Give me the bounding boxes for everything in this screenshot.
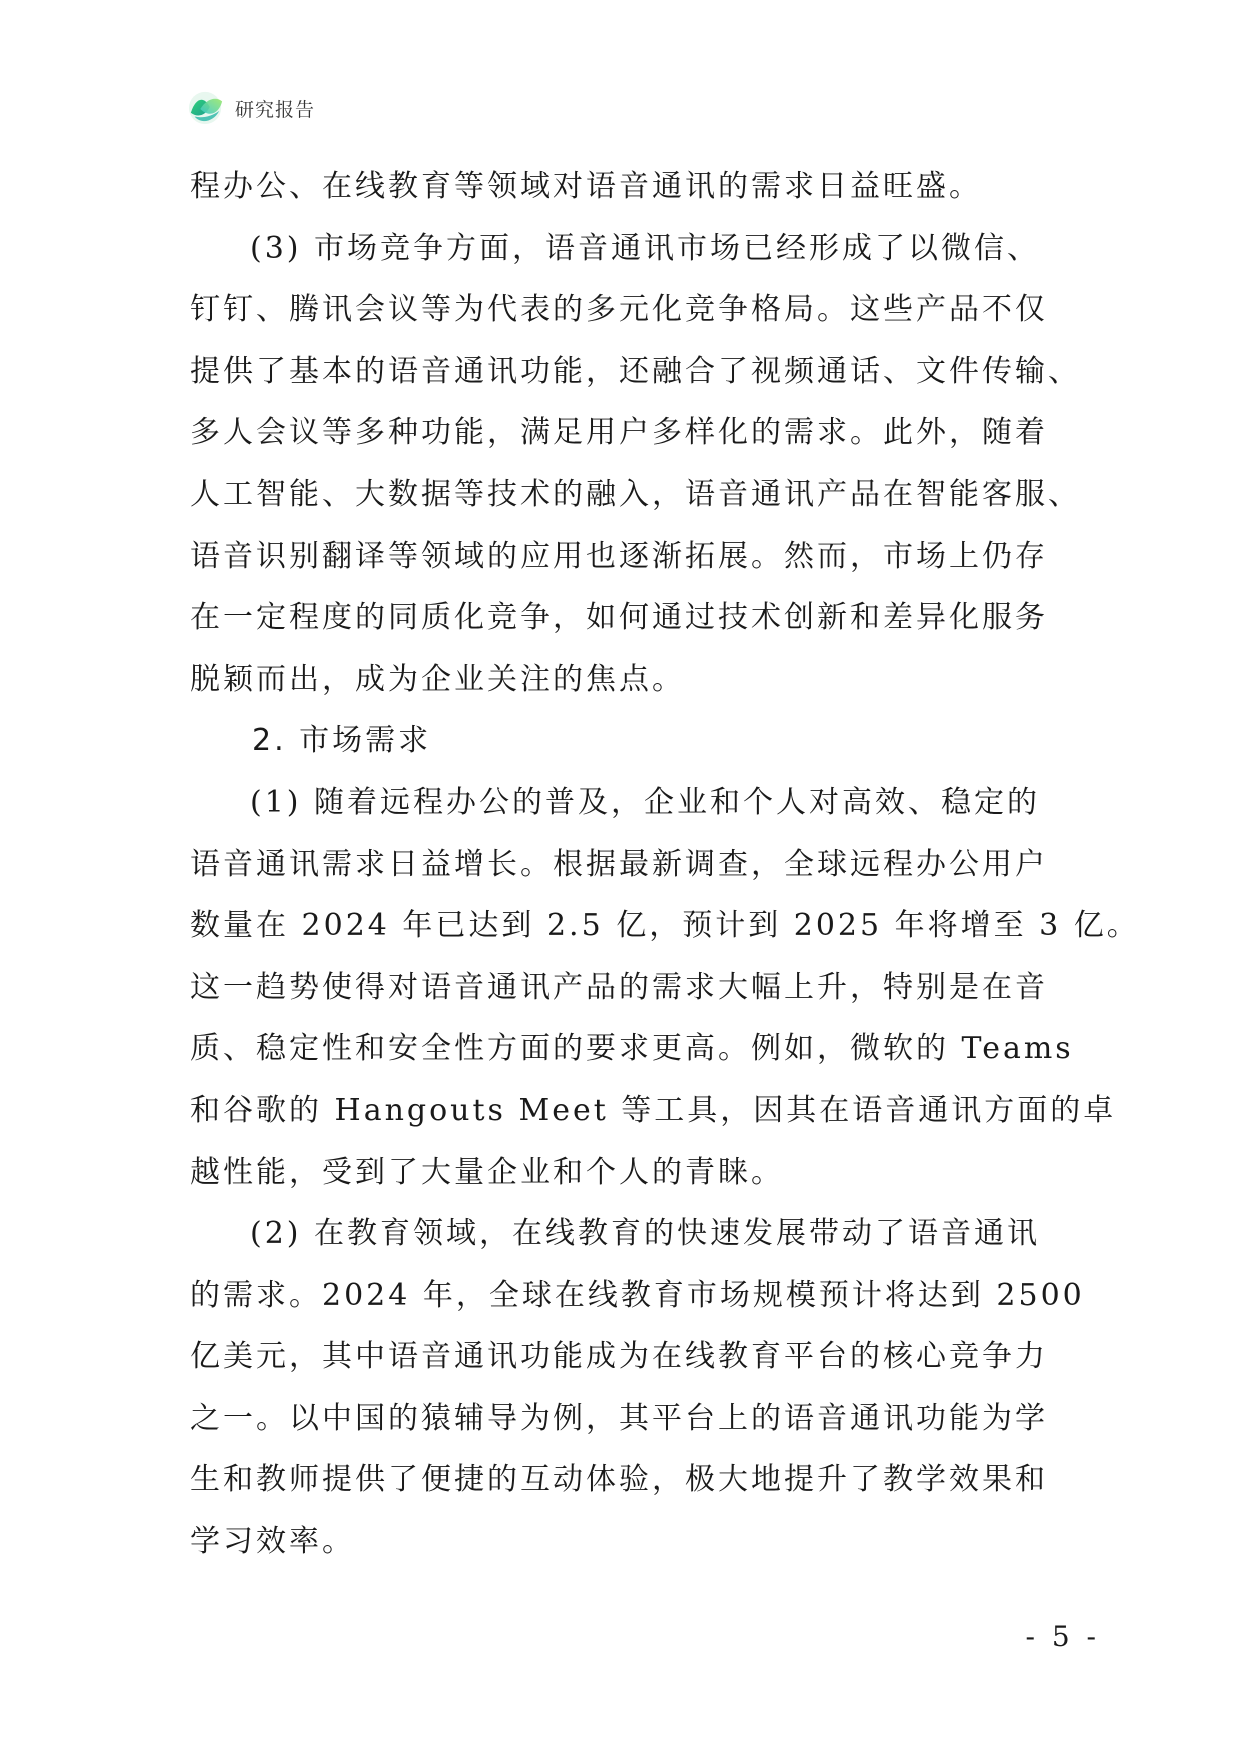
text-line: 数量在 2024 年已达到 2.5 亿，预计到 2025 年将增至 3 亿。 bbox=[190, 908, 1140, 944]
text-line: 程办公、在线教育等领域对语音通讯的需求日益旺盛。 bbox=[190, 169, 982, 204]
paragraph-education-demand bbox=[190, 1203, 1085, 1573]
text-line: 学习效率。 bbox=[190, 1524, 355, 1560]
document-body bbox=[190, 156, 1140, 1573]
text-line: 脱颖而出，成为企业关注的焦点。 bbox=[190, 661, 685, 697]
text-line: (2) 在教育领域，在线教育的快速发展带动了语音通讯 bbox=[250, 1216, 1041, 1252]
report-header bbox=[187, 88, 315, 128]
text-line: 钉钉、腾讯会议等为代表的多元化竞争格局。这些产品不仅 bbox=[190, 292, 1048, 328]
text-line: (3) 市场竞争方面，语音通讯市场已经形成了以微信、 bbox=[250, 230, 1041, 266]
text-line: 之一。以中国的猿辅导为例，其平台上的语音通讯功能为学 bbox=[190, 1400, 1048, 1436]
text-line: 质、稳定性和安全性方面的要求更高。例如，微软的 Teams bbox=[190, 1031, 1074, 1067]
paragraph-continuation bbox=[190, 156, 1070, 218]
page-number: - 5 - bbox=[1025, 1620, 1100, 1653]
text-line: 语音通讯需求日益增长。根据最新调查，全球远程办公用户 bbox=[190, 846, 1048, 882]
paragraph-market-competition bbox=[190, 218, 1081, 711]
text-line: 人工智能、大数据等技术的融入，语音通讯产品在智能客服、 bbox=[190, 476, 1081, 512]
text-line: 和谷歌的 Hangouts Meet 等工具，因其在语音通讯方面的卓 bbox=[190, 1092, 1117, 1128]
text-line: 多人会议等多种功能，满足用户多样化的需求。此外，随着 bbox=[190, 415, 1048, 451]
section-heading bbox=[190, 710, 1070, 772]
text-line: 这一趋势使得对语音通讯产品的需求大幅上升，特别是在音 bbox=[190, 969, 1048, 1005]
leaf-gradient-logo-icon bbox=[187, 90, 225, 126]
section-title: 市场需求 bbox=[299, 723, 432, 759]
text-line: 生和教师提供了便捷的互动体验，极大地提升了教学效果和 bbox=[190, 1462, 1048, 1498]
text-line: 在一定程度的同质化竞争，如何通过技术创新和差异化服务 bbox=[190, 600, 1048, 636]
text-line: (1) 随着远程办公的普及，企业和个人对高效、稳定的 bbox=[250, 784, 1041, 820]
paragraph-remote-work-demand bbox=[190, 772, 1140, 1203]
text-line: 亿美元，其中语音通讯功能成为在线教育平台的核心竞争力 bbox=[190, 1339, 1048, 1375]
text-line: 语音识别翻译等领域的应用也逐渐拓展。然而，市场上仍存 bbox=[190, 538, 1048, 574]
section-number: 2. bbox=[252, 723, 287, 759]
text-line: 的需求。2024 年，全球在线教育市场规模预计将达到 2500 bbox=[190, 1277, 1085, 1313]
text-line: 提供了基本的语音通讯功能，还融合了视频通话、文件传输、 bbox=[190, 353, 1081, 389]
text-line: 越性能，受到了大量企业和个人的青睐。 bbox=[190, 1154, 784, 1190]
header-title: 研究报告 bbox=[235, 98, 316, 121]
